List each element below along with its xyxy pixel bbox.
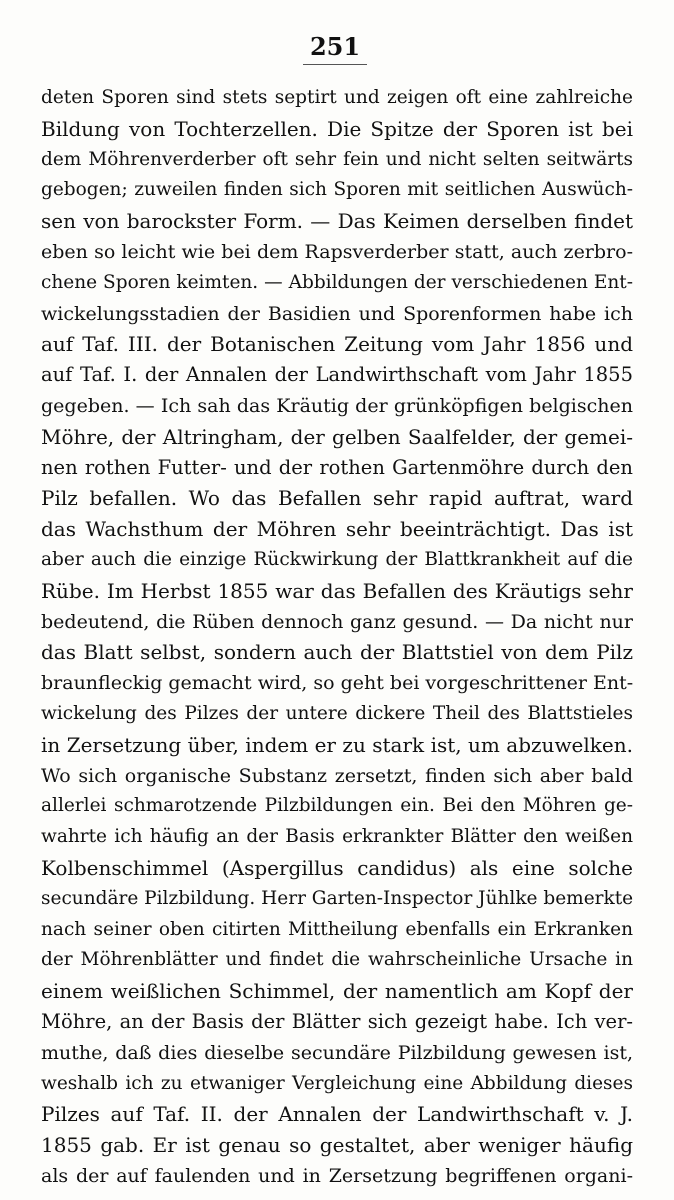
text-line: wickelungsstadien der Basidien und Sporenformen habe ich <box>41 302 633 325</box>
text-line: nach seiner oben citirten Mittheilung ebenfalls ein Erkranken <box>41 918 633 940</box>
text-line: weshalb ich zu etwaniger Vergleichung eine Abbildung dieses <box>41 1072 633 1094</box>
text-line: Wo sich organische Substanz zersetzt, finden sich aber bald <box>41 764 633 787</box>
text-line: Pilzes auf Taf. II. der Annalen der Landwirthschaft v. J. <box>41 1102 633 1127</box>
text-line: 1855 gab. Er ist genau so gestaltet, aber weniger häufig <box>41 1133 633 1158</box>
text-line: als der auf faulenden und in Zersetzung begriffenen organi- <box>41 1164 633 1187</box>
text-line: auf Taf. III. der Botanischen Zeitung vom Jahr 1856 und <box>41 332 633 357</box>
text-line: wickelung des Pilzes der untere dickere Theil des Blattstieles <box>41 702 633 724</box>
text-line: Pilz befallen. Wo das Befallen sehr rapid auftrat, ward <box>41 486 633 511</box>
text-line: allerlei schmarotzende Pilzbildungen ein. Bei den Möhren ge- <box>41 795 633 817</box>
text-line: gebogen; zuweilen finden sich Sporen mit seitlichen Auswüch- <box>41 179 633 201</box>
text-line: Möhre, der Altringham, der gelben Saalfelder, der gemei- <box>41 424 633 449</box>
text-line: einem weißlichen Schimmel, der namentlich am Kopf der <box>41 979 633 1004</box>
text-line: Rübe. Im Herbst 1855 war das Befallen des Kräutigs sehr <box>41 578 633 603</box>
page-number: 251 <box>309 32 361 61</box>
text-line: das Blatt selbst, sondern auch der Blattstiel von dem Pilz <box>41 640 633 665</box>
text-line: sen von barockster Form. — Das Keimen derselben findet <box>41 209 633 234</box>
text-line: secundäre Pilzbildung. Herr Garten-Inspector Jühlke bemerkte <box>41 887 633 909</box>
text-line: aber auch die einzige Rückwirkung der Blattkrankheit auf die <box>41 548 633 570</box>
text-line: muthe, daß dies dieselbe secundäre Pilzbildung gewesen ist, <box>41 1041 633 1064</box>
body-text <box>41 83 633 1193</box>
text-line: eben so leicht wie bei dem Rapsverderber statt, auch zerbro- <box>41 240 633 263</box>
text-line: dem Möhrenverderber oft sehr fein und nicht selten seitwärts <box>41 148 633 170</box>
text-line: gegeben. — Ich sah das Kräutig der grünköpfigen belgischen <box>41 394 633 417</box>
text-line: Möhre, an der Basis der Blätter sich gezeigt habe. Ich ver- <box>41 1009 633 1033</box>
text-line: auf Taf. I. der Annalen der Landwirthschaft vom Jahr 1855 <box>41 363 633 387</box>
text-line: in Zersetzung über, indem er zu stark ist, um abzuwelken. <box>41 732 633 757</box>
text-line: bedeutend, die Rüben dennoch ganz gesund. — Da nicht nur <box>41 610 633 633</box>
text-line: deten Sporen sind stets septirt und zeigen oft eine zahlreiche <box>41 87 633 108</box>
text-line: chene Sporen keimten. — Abbildungen der verschiedenen Ent- <box>41 271 633 293</box>
text-line: das Wachsthum der Möhren sehr beeinträchtigt. Das ist <box>41 517 633 542</box>
text-line: wahrte ich häufig an der Basis erkrankter Blätter den weißen <box>41 826 633 848</box>
text-line: nen rothen Futter- und der rothen Gartenmöhre durch den <box>41 455 633 479</box>
text-line: Bildung von Tochterzellen. Die Spitze der Sporen ist bei <box>41 116 633 141</box>
text-line: braunfleckig gemacht wird, so geht bei vorgeschrittener Ent- <box>41 672 633 695</box>
text-line: Kolbenschimmel (Aspergillus candidus) als eine solche <box>41 855 633 880</box>
text-line: der Möhrenblätter und findet die wahrscheinliche Ursache in <box>41 949 633 971</box>
header-rule <box>303 64 367 65</box>
